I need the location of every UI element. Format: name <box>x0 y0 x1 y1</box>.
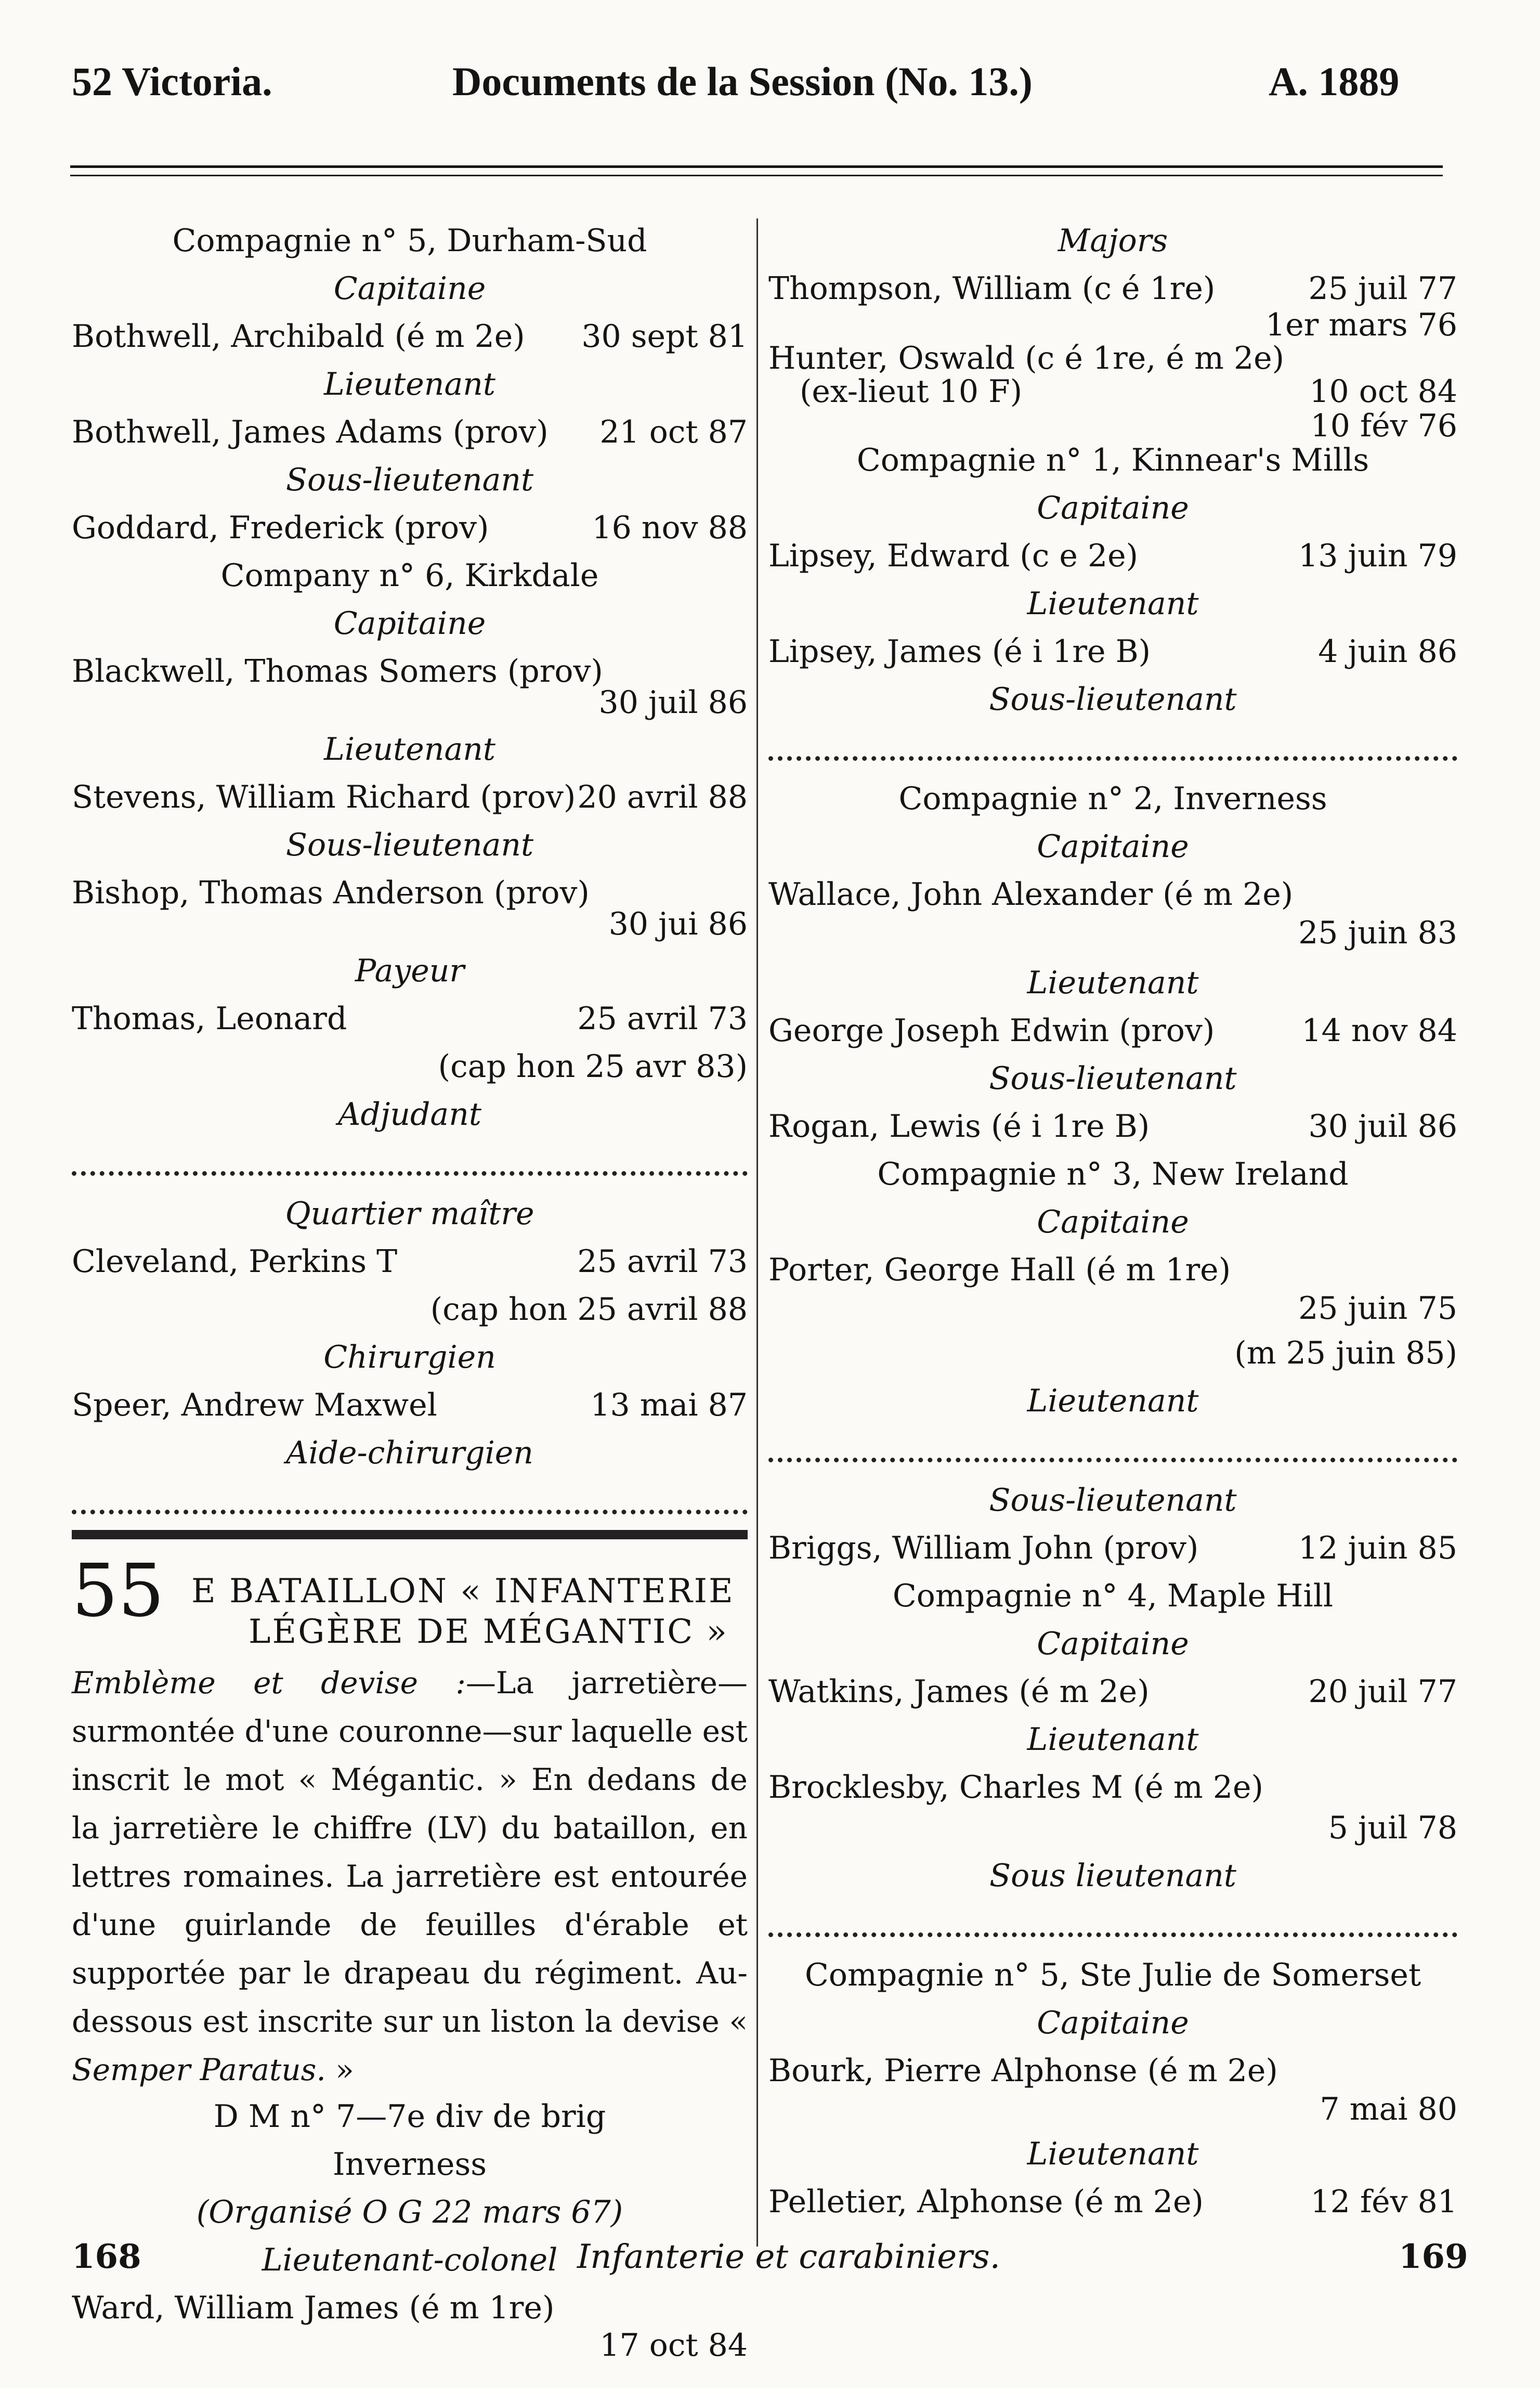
battalion-heading <box>72 1549 748 1659</box>
officer-date: 1er mars 76 <box>1265 307 1457 343</box>
honorary-note <box>72 1287 748 1335</box>
officer-date: 30 jui 86 <box>608 906 748 942</box>
rank-title: Capitaine <box>1037 828 1189 865</box>
rank-title: Sous-lieutenant <box>285 462 534 498</box>
officer-name: Bothwell, James Adams (prov) <box>72 414 549 450</box>
rank-title: Aide-chirurgien <box>286 1435 533 1471</box>
officer-entry <box>768 303 1457 343</box>
header-rule-bottom <box>70 175 1443 176</box>
officer-entry <box>768 1008 1457 1056</box>
officer-name: Rogan, Lewis (é i 1re B) <box>768 1108 1150 1145</box>
officer-name: Blackwell, Thomas Somers (prov) <box>72 653 603 690</box>
headquarters: Inverness <box>332 2146 487 2183</box>
rank-title: Sous-lieutenant <box>285 827 534 863</box>
officer-name: Watkins, James (é m 2e) <box>768 1673 1150 1710</box>
officer-date: 25 avril 73 <box>577 1243 748 1280</box>
officer-name: Thomas, Leonard <box>72 1001 347 1037</box>
rank-title: Capitaine <box>333 605 486 642</box>
officer-entry <box>72 775 748 823</box>
officer-date: 20 avril 88 <box>577 779 748 815</box>
running-head-year: A. 1889 <box>1269 59 1400 104</box>
rank-title: Capitaine <box>1037 1204 1189 1240</box>
company-heading: Company n° 6, Kirkdale <box>220 557 599 594</box>
officer-name: Pelletier, Alphonse (é m 2e) <box>768 2184 1204 2220</box>
running-head-left: 52 Victoria. <box>72 59 272 104</box>
officer-entry <box>768 404 1457 444</box>
battalion-number: 55 <box>72 1549 165 1633</box>
rank-title: Capitaine <box>1037 490 1189 526</box>
officer-entry <box>72 410 748 458</box>
dotted-separator <box>72 1145 748 1176</box>
officer-entry <box>72 996 748 1044</box>
emblem-label: Emblème et devise : <box>72 1665 466 1701</box>
rank-title: Sous lieutenant <box>989 1858 1237 1894</box>
officer-name: Wallace, John Alexander (é m 2e) <box>768 876 1294 913</box>
honorary-note <box>768 1331 1457 1379</box>
officer-entry <box>768 1765 1457 1853</box>
rank-title: Lieutenant <box>1027 1383 1199 1419</box>
company-heading: Compagnie n° 5, Ste Julie de Somerset <box>804 1957 1421 1993</box>
rank-title: Capitaine <box>1037 2005 1189 2041</box>
battalion-title-line1: E BATAILLON « INFANTERIE <box>191 1572 735 1611</box>
page-number-right: 169 <box>1399 2237 1468 2276</box>
rank-title: Chirurgien <box>323 1339 496 1375</box>
rank-title: Sous-lieutenant <box>989 1482 1237 1519</box>
section-footer: Infanterie et carabiniers. <box>577 2238 1000 2276</box>
note-text: (cap hon 25 avril 88 <box>430 1291 748 1328</box>
rank-title: Lieutenant <box>1027 586 1199 622</box>
rank-title: Quartier maître <box>285 1196 534 1232</box>
officer-date: 25 juin 83 <box>1298 915 1457 951</box>
officer-date: 21 oct 87 <box>599 414 748 450</box>
officer-date: 10 oct 84 <box>1309 373 1457 410</box>
rank-title: Majors <box>1058 223 1168 259</box>
officer-name: Speer, Andrew Maxwel <box>72 1387 437 1423</box>
officer-name: Porter, George Hall (é m 1re) <box>768 1252 1231 1288</box>
rank-title: Adjudant <box>338 1096 481 1133</box>
officer-entry <box>72 505 748 553</box>
officer-date: 17 oct 84 <box>599 2327 748 2364</box>
officer-name: Cleveland, Perkins T <box>72 1243 398 1280</box>
rank-title: Lieutenant <box>324 731 495 768</box>
officer-name: Briggs, William John (prov) <box>768 1530 1199 1566</box>
officer-date: 13 mai 87 <box>590 1387 748 1423</box>
rank-title: Lieutenant-colonel <box>262 2242 558 2278</box>
officer-date: 25 juin 75 <box>1298 1290 1457 1327</box>
rank-title: Capitaine <box>333 270 486 307</box>
officer-date: 30 juil 86 <box>598 684 748 721</box>
section-rule <box>72 1530 748 1539</box>
motto: Semper Paratus. <box>72 2052 326 2087</box>
officer-entry <box>768 1669 1457 1717</box>
officer-entry <box>768 629 1457 677</box>
rank-title: Lieutenant <box>324 366 495 403</box>
officer-name: Ward, William James (é m 1re) <box>72 2290 555 2326</box>
officer-name: Hunter, Oswald (c é 1re, é m 2e) <box>768 340 1285 377</box>
rank-title: Payeur <box>355 953 465 989</box>
officer-date: 14 nov 84 <box>1301 1013 1457 1049</box>
officer-date: 25 avril 73 <box>577 1001 748 1037</box>
officer-entry <box>768 1104 1457 1152</box>
honorary-note <box>72 1044 748 1092</box>
officer-entry <box>768 369 1457 410</box>
officer-entry <box>72 871 748 949</box>
officer-entry <box>72 2286 748 2364</box>
note-text: (m 25 juin 85) <box>1234 1335 1457 1371</box>
company-heading: Compagnie n° 1, Kinnear's Mills <box>856 442 1369 478</box>
officer-date: 10 fév 76 <box>1310 408 1457 444</box>
rank-title: Capitaine <box>1037 1626 1189 1662</box>
officer-name: Bothwell, Archibald (é m 2e) <box>72 318 525 355</box>
rank-title: Sous-lieutenant <box>989 681 1237 718</box>
officer-name: Goddard, Frederick (prov) <box>72 510 489 546</box>
emblem-text: —La jarretière—surmontée d'une couronne—sur laquelle est inscrit le mot « Mégantic. » En dedans de la jarretière le chiffre (LV) du bataillon, en lettres romaines. La jarretière est entourée d'une guirlande de feuilles d'érable et supportée par le drapeau du régiment. Au-dessous est inscrite sur un liston la devise « <box>72 1665 748 2039</box>
officer-date: 7 mai 80 <box>1320 2091 1457 2127</box>
emblem-description <box>72 1659 748 2094</box>
officer-date: 16 nov 88 <box>592 510 748 546</box>
military-district: D M n° 7—7e div de brig <box>213 2098 606 2135</box>
left-column <box>72 218 748 2364</box>
officer-entry <box>768 266 1457 307</box>
company-heading: Compagnie n° 4, Maple Hill <box>892 1578 1334 1614</box>
right-column <box>768 218 1457 2227</box>
officer-name: Stevens, William Richard (prov) <box>72 779 576 815</box>
officer-entry <box>768 1248 1457 1331</box>
officer-entry <box>72 314 748 362</box>
emblem-end: » <box>325 2052 354 2087</box>
company-heading: Compagnie n° 3, New Ireland <box>877 1156 1349 1192</box>
officer-entry <box>72 1239 748 1287</box>
rank-title: Lieutenant <box>1027 965 1199 1001</box>
officer-date: 13 juin 79 <box>1298 538 1457 574</box>
officer-date: 12 juin 85 <box>1298 1530 1457 1566</box>
rank-title: Sous-lieutenant <box>989 1060 1237 1097</box>
column-divider <box>756 218 758 2247</box>
officer-date: 30 sept 81 <box>581 318 748 355</box>
page-number-left: 168 <box>72 2237 141 2276</box>
officer-date: 20 juil 77 <box>1308 1673 1457 1710</box>
dotted-separator <box>768 1906 1457 1937</box>
officer-entry <box>768 872 1457 961</box>
dotted-separator <box>72 1484 748 1514</box>
officer-entry <box>768 2179 1457 2227</box>
officer-entry <box>768 2048 1457 2132</box>
dotted-separator <box>768 730 1457 761</box>
rank-title: Lieutenant <box>1027 2136 1199 2172</box>
officer-entry <box>72 1383 748 1431</box>
officer-entry <box>768 1526 1457 1574</box>
dotted-separator <box>768 1432 1457 1462</box>
officer-name: Brocklesby, Charles M (é m 2e) <box>768 1769 1263 1806</box>
officer-name: George Joseph Edwin (prov) <box>768 1013 1215 1049</box>
officer-entry <box>768 336 1457 377</box>
company-heading: Compagnie n° 2, Inverness <box>898 781 1327 817</box>
rank-title: Lieutenant <box>1027 1721 1199 1758</box>
officer-date: 5 juil 78 <box>1328 1810 1457 1846</box>
officer-name: (ex-lieut 10 F) <box>800 373 1023 410</box>
officer-date: 25 juil 77 <box>1308 270 1457 307</box>
officer-entry <box>72 649 748 727</box>
officer-name: Lipsey, James (é i 1re B) <box>768 633 1151 670</box>
officer-name: Bishop, Thomas Anderson (prov) <box>72 875 590 911</box>
officer-date: 30 juil 86 <box>1308 1108 1457 1145</box>
officer-date: 12 fév 81 <box>1310 2184 1457 2220</box>
running-head-title: Documents de la Session (No. 13.) <box>452 59 1033 104</box>
battalion-title-line2: LÉGÈRE DE MÉGANTIC » <box>249 1613 728 1651</box>
officer-name: Bourk, Pierre Alphonse (é m 2e) <box>768 2053 1278 2089</box>
note-text: (cap hon 25 avr 83) <box>438 1048 748 1085</box>
officer-date: 4 juin 86 <box>1318 633 1457 670</box>
officer-name: Thompson, William (c é 1re) <box>768 270 1216 307</box>
organized-date: (Organisé O G 22 mars 67) <box>196 2194 623 2230</box>
header-rule-top <box>70 165 1443 168</box>
officer-entry <box>768 534 1457 581</box>
company-heading: Compagnie n° 5, Durham-Sud <box>172 223 647 259</box>
officer-name: Lipsey, Edward (c e 2e) <box>768 538 1139 574</box>
